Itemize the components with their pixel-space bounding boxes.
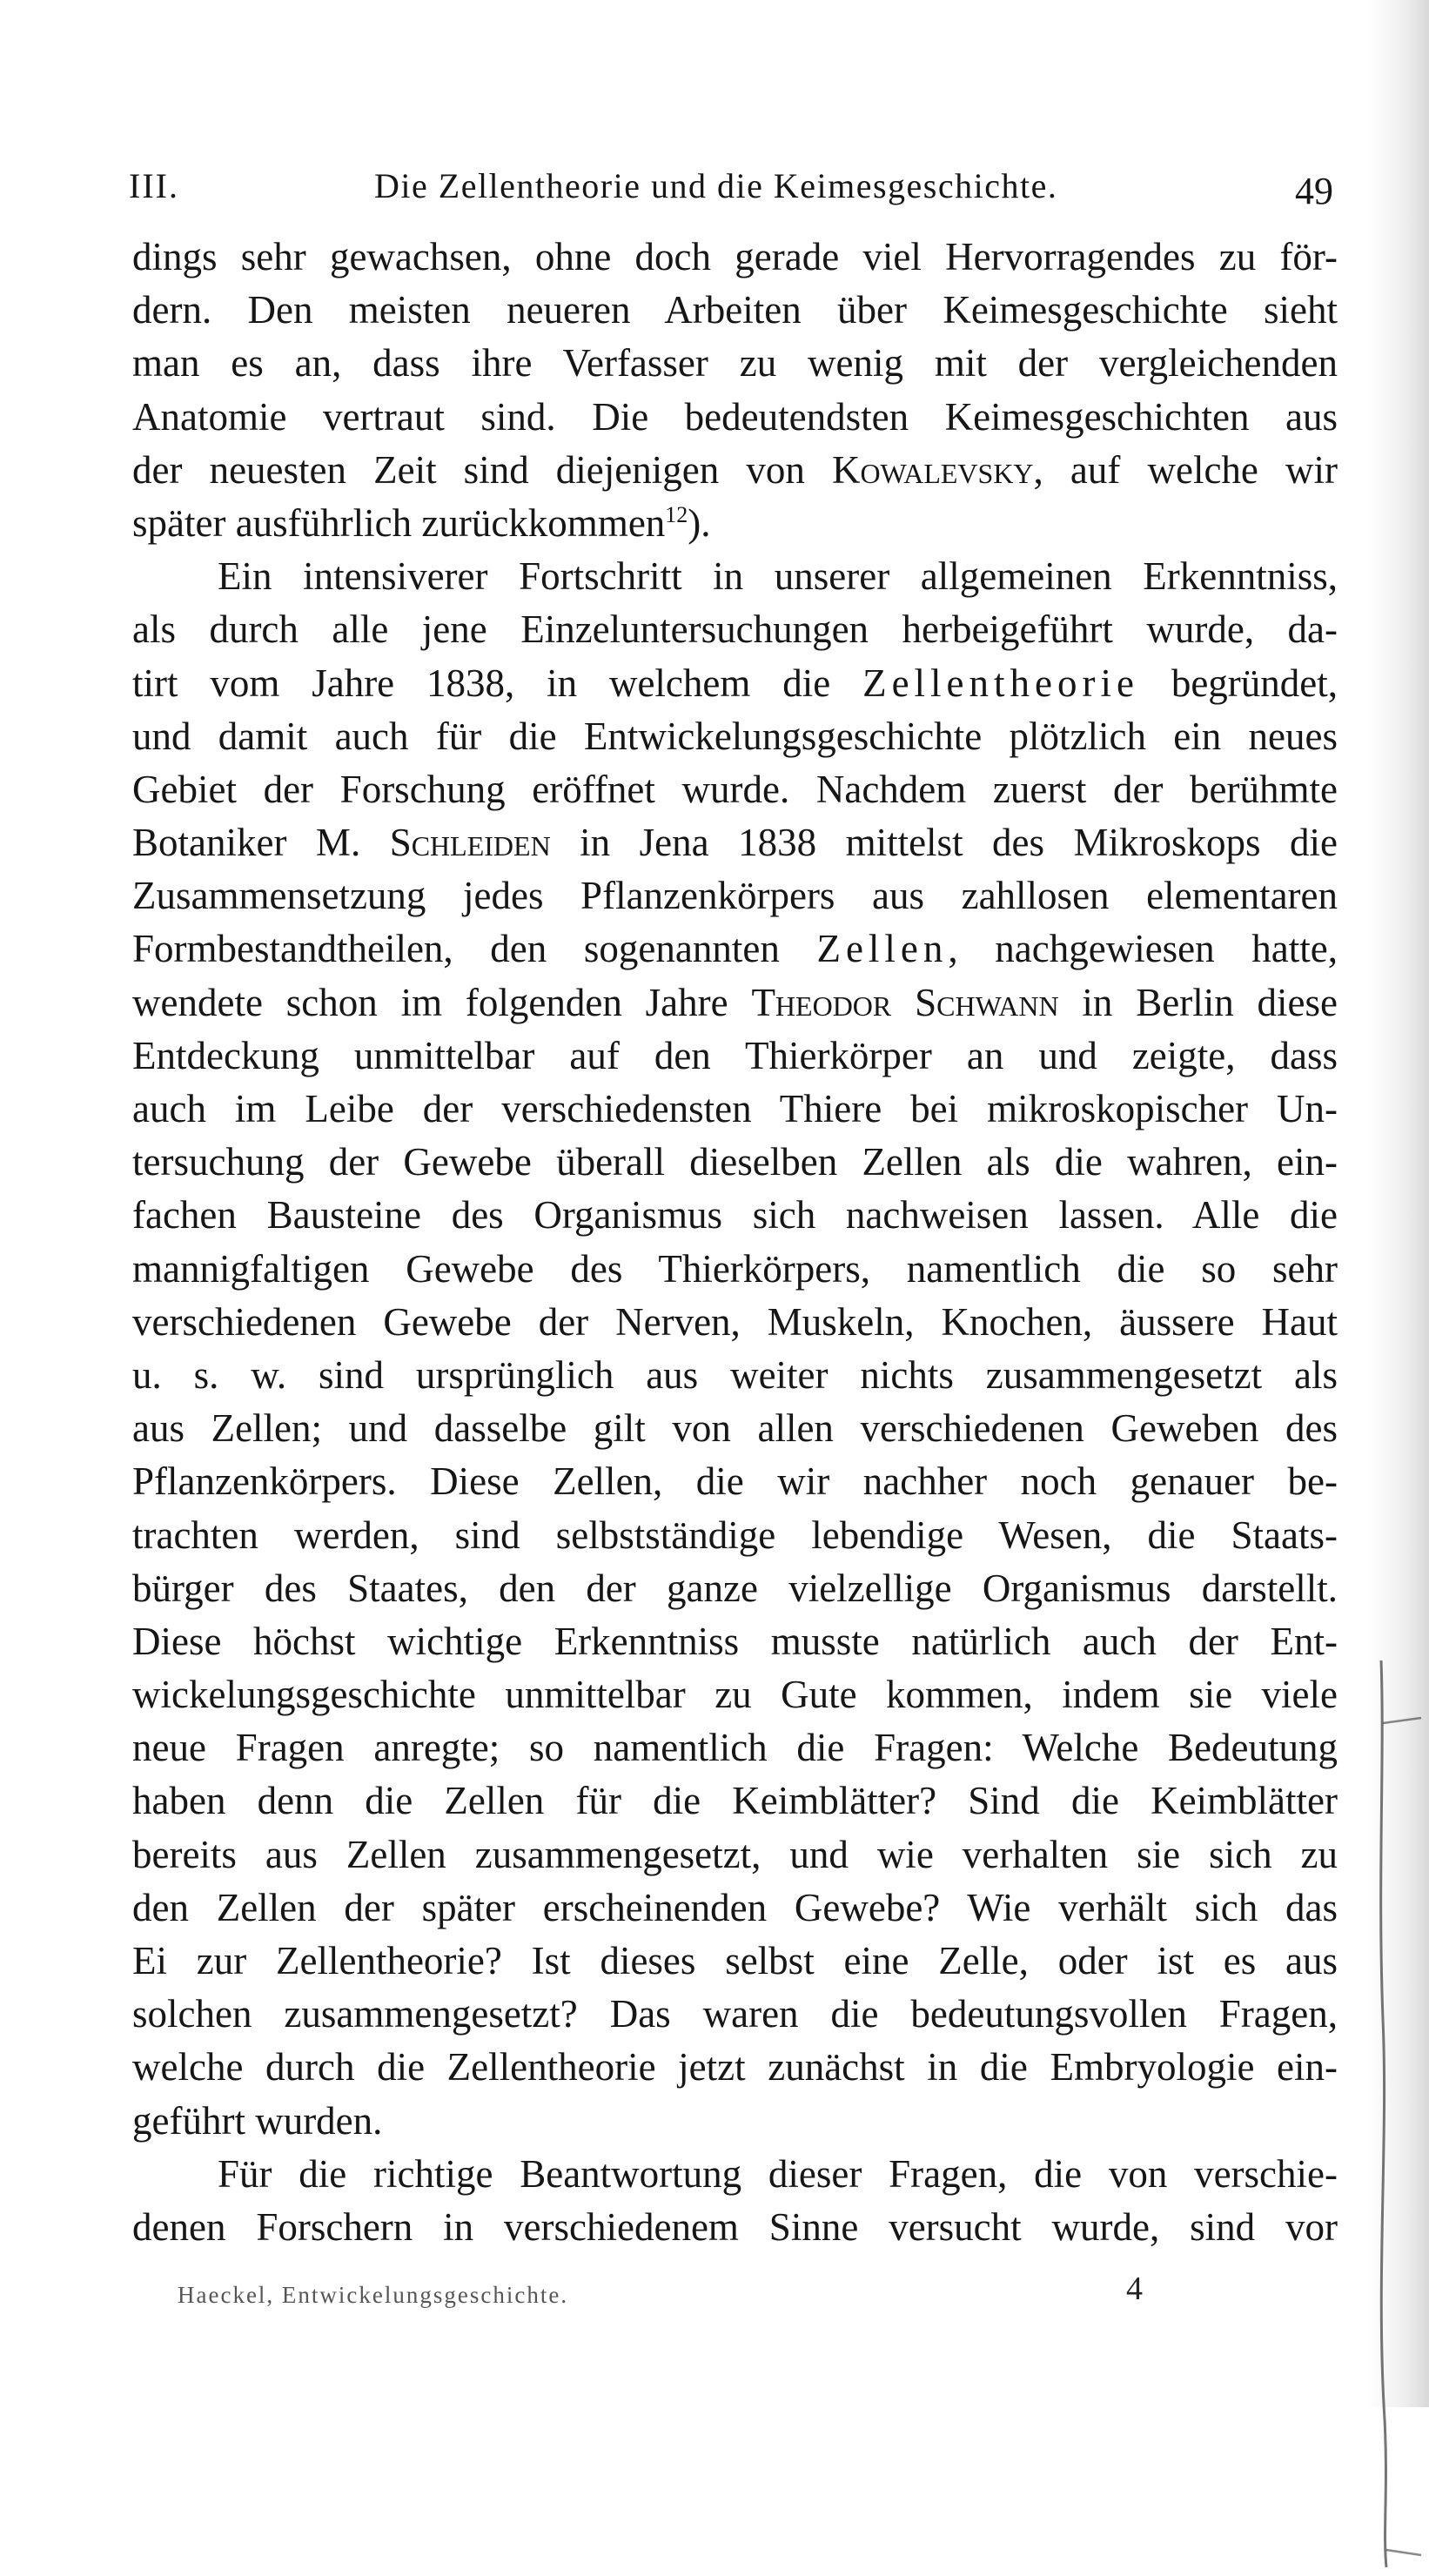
page-number: 49	[1295, 170, 1333, 212]
pencil-bracket-mark	[1362, 1654, 1423, 2576]
text-fragment: ).	[688, 500, 711, 545]
text-line: auch im Leibe der verschiedensten Thiere bei mikroskopischer Un-	[132, 1087, 1338, 1130]
text-line: neue Fragen anregte; so namentlich die Fragen: Welche Bedeutung	[132, 1726, 1338, 1770]
author-name-schwann: Theodor Schwann	[751, 980, 1059, 1024]
text-line: bürger des Staates, den der ganze vielzellige Organismus darstellt.	[132, 1566, 1338, 1610]
text-line	[132, 922, 1338, 976]
text-line	[132, 497, 1338, 550]
page-footer	[178, 2273, 1178, 2317]
text-fragment: Formbestandtheilen, den sogenannten	[132, 927, 817, 971]
text-fragment: , auf welche wir	[1033, 447, 1338, 492]
text-line	[132, 816, 1338, 869]
text-line: Zusammensetzung jedes Pflanzenkörpers aus zahllosen elementaren	[132, 874, 1338, 918]
chapter-number: III.	[129, 166, 179, 205]
text-line: Pflanzenkörpers. Diese Zellen, die wir nachher noch genauer be-	[132, 1459, 1338, 1504]
text-line: solchen zusammengesetzt? Das waren die bedeutungsvollen Fragen,	[132, 1992, 1338, 2036]
text-fragment: in Jena 1838 mittelst des Mikroskops die	[550, 821, 1338, 865]
running-header	[129, 165, 1347, 218]
author-name-schleiden: Schleiden	[389, 821, 551, 865]
text-fragment: in Berlin diese	[1058, 980, 1338, 1024]
text-line: fachen Bausteine des Organismus sich nachweisen lassen. Alle die	[132, 1193, 1338, 1238]
text-fragment: , nachgewiesen hatte,	[948, 927, 1338, 971]
text-line: trachten werden, sind selbstständige lebendige Wesen, die Staats-	[132, 1513, 1338, 1557]
text-line: Anatomie vertraut sind. Die bedeutendsten Keimesgeschichten aus	[132, 394, 1338, 439]
footnote-reference: 12	[665, 501, 688, 527]
text-fragment: der neuesten Zeit sind diejenigen von	[132, 447, 832, 492]
text-line: welche durch die Zellentheorie jetzt zunächst in die Embryologie ein-	[132, 2045, 1338, 2090]
emphasized-term-zellen: Zellen	[816, 927, 949, 971]
text-line: dings sehr gewachsen, ohne doch gerade viel Hervorragendes zu för-	[132, 235, 1338, 278]
text-line: aus Zellen; und dasselbe gilt von allen verschiedenen Geweben des	[132, 1406, 1338, 1451]
text-line: tersuchung der Gewebe überall dieselben Zellen als die wahren, ein-	[132, 1140, 1338, 1184]
body-text	[132, 231, 1338, 2254]
text-line: Ein intensiverer Fortschritt in unserer allgemeinen Erkenntniss,	[218, 554, 1338, 599]
footer-book-title: Haeckel, Entwickelungsgeschichte.	[178, 2282, 569, 2308]
text-line: und damit auch für die Entwickelungsgeschichte plötzlich ein neues	[132, 714, 1338, 758]
text-line: dern. Den meisten neueren Arbeiten über Keimesgeschichte sieht	[132, 288, 1338, 332]
text-line	[132, 976, 1338, 1030]
text-line: geführt wurden.	[132, 2098, 383, 2143]
text-line: wickelungsgeschichte unmittelbar zu Gute kommen, indem sie viele	[132, 1673, 1338, 1717]
text-fragment: begründet,	[1138, 661, 1338, 705]
text-line: Für die richtige Beantwortung dieser Fragen, die von verschie-	[218, 2151, 1338, 2196]
text-line	[132, 657, 1338, 710]
signature-mark: 4	[1126, 2271, 1143, 2307]
emphasized-term-zellentheorie: Zellentheorie	[862, 661, 1139, 705]
text-line: als durch alle jene Einzeluntersuchungen herbeigeführt wurde, da-	[132, 607, 1338, 652]
text-line	[132, 444, 1338, 497]
text-fragment: später ausführlich zurückkommen	[132, 500, 666, 545]
text-fragment: wendete schon im folgenden Jahre	[132, 980, 752, 1024]
text-line: mannigfaltigen Gewebe des Thierkörpers, namentlich die so sehr	[132, 1246, 1338, 1291]
text-line: Diese höchst wichtige Erkenntniss musste natürlich auch der Ent-	[132, 1619, 1338, 1663]
text-line: verschiedenen Gewebe der Nerven, Muskeln, Knochen, äussere Haut	[132, 1299, 1338, 1344]
text-line: den Zellen der später erscheinenden Gewebe? Wie verhält sich das	[132, 1885, 1338, 1929]
text-line: Ei zur Zellentheorie? Ist dieses selbst eine Zelle, oder ist es aus	[132, 1939, 1338, 1982]
text-fragment: tirt vom Jahre 1838, in welchem die	[132, 661, 863, 705]
author-name-kowalevsky: Kowalevsky	[831, 447, 1034, 492]
text-line: Entdeckung unmittelbar auf den Thierkörper an und zeigte, dass	[132, 1033, 1338, 1077]
text-line: Gebiet der Forschung eröffnet wurde. Nachdem zuerst der berühmte	[132, 767, 1338, 811]
running-title: Die Zellentheorie und die Keimesgeschichte.	[374, 166, 1058, 205]
text-line: u. s. w. sind ursprünglich aus weiter nichts zusammengesetzt als	[132, 1352, 1338, 1397]
text-fragment: Botaniker M.	[132, 821, 390, 865]
text-line: haben denn die Zellen für die Keimblätter? Sind die Keimblätter	[132, 1779, 1338, 1823]
text-line: bereits aus Zellen zusammengesetzt, und wie verhalten sie sich zu	[132, 1832, 1338, 1876]
text-line: man es an, dass ihre Verfasser zu wenig mit der vergleichenden	[132, 341, 1338, 386]
text-line: denen Forschern in verschiedenem Sinne versucht wurde, sind vor	[132, 2204, 1338, 2249]
